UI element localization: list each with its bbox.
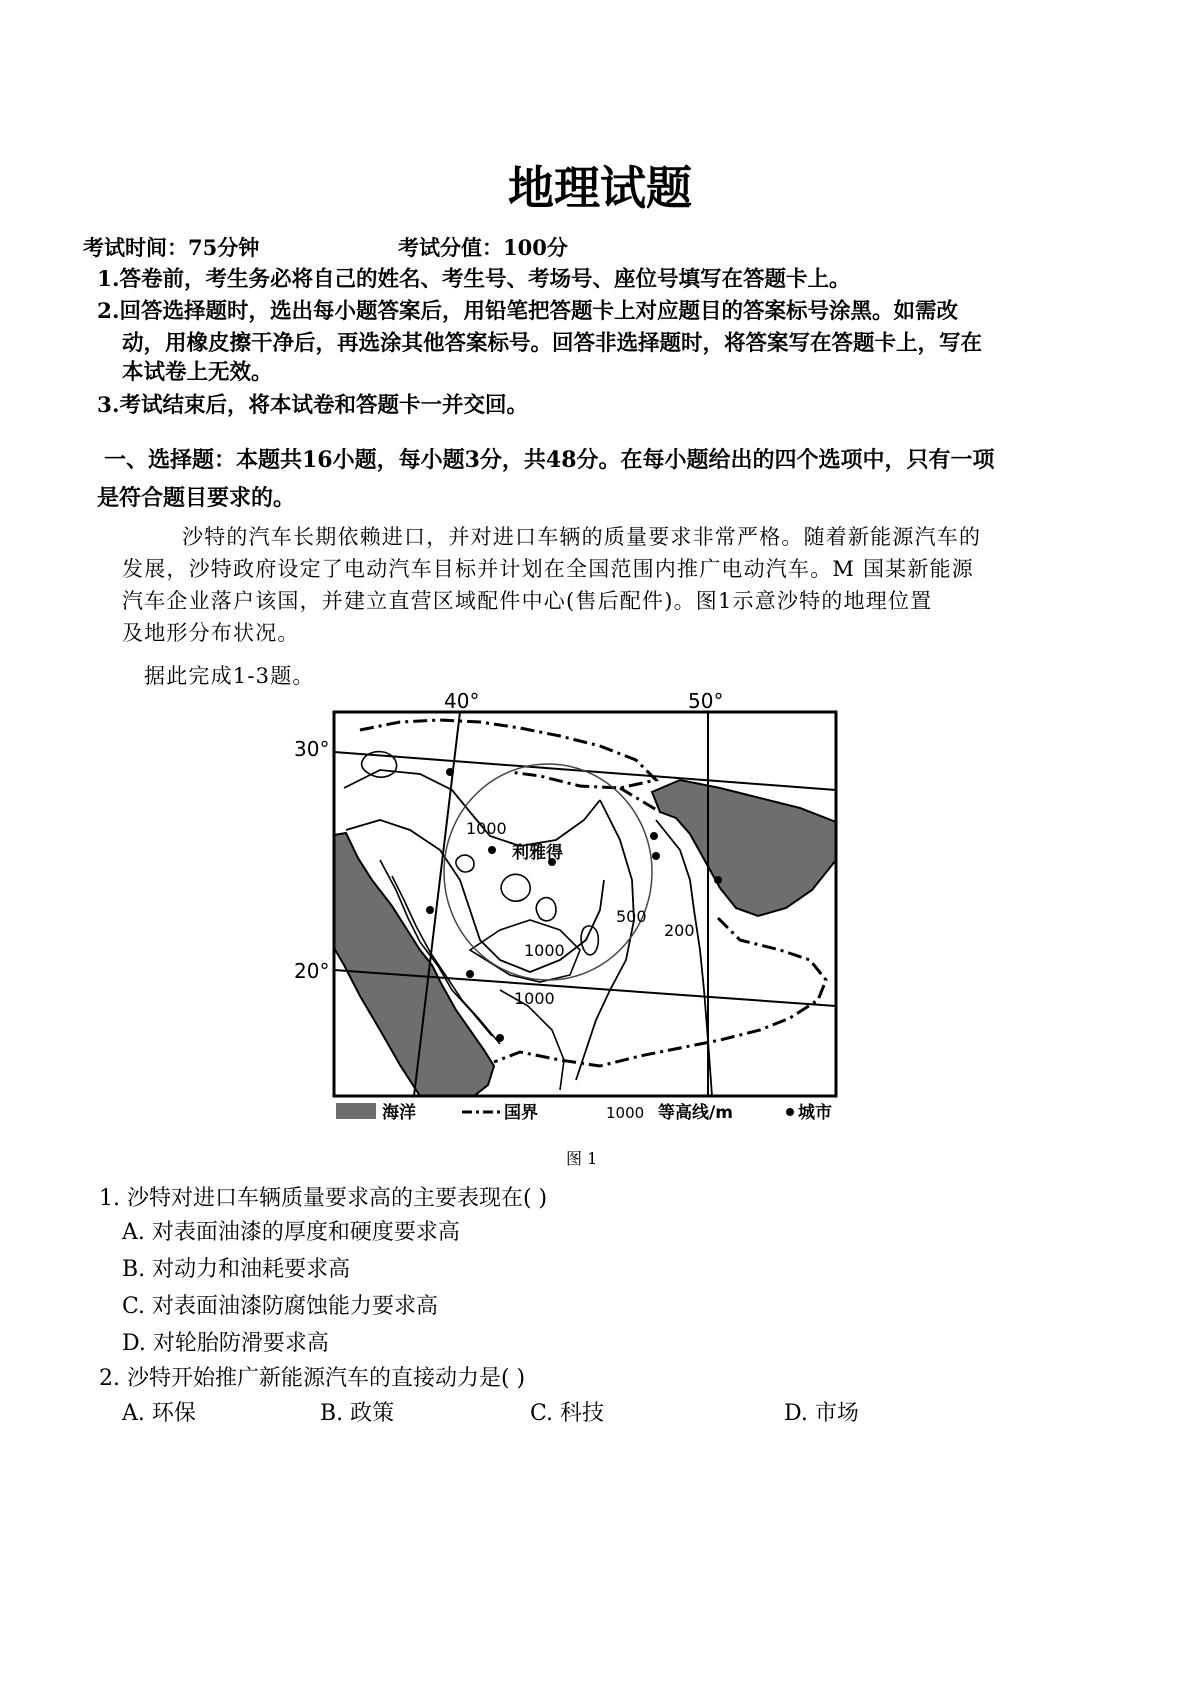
legend-ocean-label: 海洋 <box>382 1103 416 1123</box>
option-c: C. 对表面油漆防腐蚀能力要求高 <box>122 1294 439 1319</box>
city-dot <box>488 846 496 854</box>
option-b: B. 对动力和油耗要求高 <box>122 1257 351 1282</box>
option-d: D. 对轮胎防滑要求高 <box>122 1331 329 1356</box>
lead-text: 据此完成1-3题。 <box>144 664 315 688</box>
notice-line: 本试卷上无效。 <box>122 360 273 385</box>
figure-caption: 图 1 <box>566 1149 598 1168</box>
exam-time: 考试时间：75分钟 <box>83 235 260 260</box>
city-label-riyadh: 利雅得 <box>512 843 563 863</box>
option-d: D. 市场 <box>784 1401 859 1426</box>
city-dot <box>652 852 660 860</box>
notice-line: 3.考试结束后，将本试卷和答题卡一并交回。 <box>97 393 528 418</box>
exam-score: 考试分值：100分 <box>398 235 568 260</box>
notice-line: 动，用橡皮擦干净后，再选涂其他答案标号。回答非选择题时，将答案写在答题卡上，写在 <box>122 331 983 356</box>
city-dot <box>466 970 474 978</box>
question-stem: 2. 沙特开始推广新能源汽车的直接动力是( ) <box>99 1366 526 1391</box>
saudi-map-figure <box>290 690 880 1130</box>
section-title: 是符合题目要求的。 <box>97 485 296 511</box>
contour-line <box>656 820 712 1096</box>
contour-label: 1000 <box>524 941 565 960</box>
question-stem: 1. 沙特对进口车辆质量要求高的主要表现在( ) <box>99 1186 548 1211</box>
contour-label: 200 <box>664 921 695 940</box>
passage-line: 沙特的汽车长期依赖进口，并对进口车辆的质量要求非常严格。随着新能源汽车的 <box>182 525 982 549</box>
legend-city-label: 城市 <box>798 1103 832 1123</box>
lat-label: 20° <box>294 959 330 983</box>
contour-label: 500 <box>616 907 647 926</box>
city-dot <box>650 832 658 840</box>
passage-line: 汽车企业落户该国，并建立直营区域配件中心(售后配件)。图1示意沙特的地理位置 <box>122 589 933 613</box>
passage-line: 发展，沙特政府设定了电动汽车目标并计划在全国范围内推广电动汽车。M 国某新能源 <box>122 557 974 581</box>
lat-label: 30° <box>294 737 330 761</box>
contour-line <box>536 898 556 921</box>
option-a: A. 环保 <box>122 1401 196 1426</box>
city-dot <box>426 906 434 914</box>
option-a: A. 对表面油漆的厚度和硬度要求高 <box>122 1220 460 1245</box>
notice-line: 2.回答选择题时，选出每小题答案后，用铅笔把答题卡上对应题目的答案标号涂黑。如需改 <box>97 299 958 324</box>
city-dot <box>714 876 722 884</box>
city-dot <box>446 768 454 776</box>
contour-line <box>501 874 530 901</box>
lon-label: 50° <box>688 690 724 713</box>
passage-line: 及地形分布状况。 <box>122 621 300 645</box>
contour-label: 1000 <box>514 989 555 1008</box>
persian-gulf-ocean <box>652 780 836 916</box>
option-c: C. 科技 <box>530 1401 605 1426</box>
legend-contour-value: 1000 <box>606 1104 645 1122</box>
city-dot <box>496 1034 504 1042</box>
contour-line <box>456 855 474 872</box>
contour-label: 1000 <box>466 819 507 838</box>
legend-city-dot <box>786 1108 794 1116</box>
option-b: B. 政策 <box>320 1401 395 1426</box>
page-title: 地理试题 <box>508 161 692 215</box>
section-title: 一、选择题：本题共16小题，每小题3分，共48分。在每小题给出的四个选项中，只有一项 <box>104 447 995 473</box>
red-sea-ocean <box>334 833 494 1096</box>
legend-ocean-swatch <box>336 1103 376 1119</box>
notice-line: 1.答卷前，考生务必将自己的姓名、考生号、考场号、座位号填写在答题卡上。 <box>97 267 851 292</box>
legend-border-label: 国界 <box>504 1103 538 1123</box>
lon-label: 40° <box>444 690 480 713</box>
legend-contour-label: 等高线/m <box>658 1103 733 1123</box>
